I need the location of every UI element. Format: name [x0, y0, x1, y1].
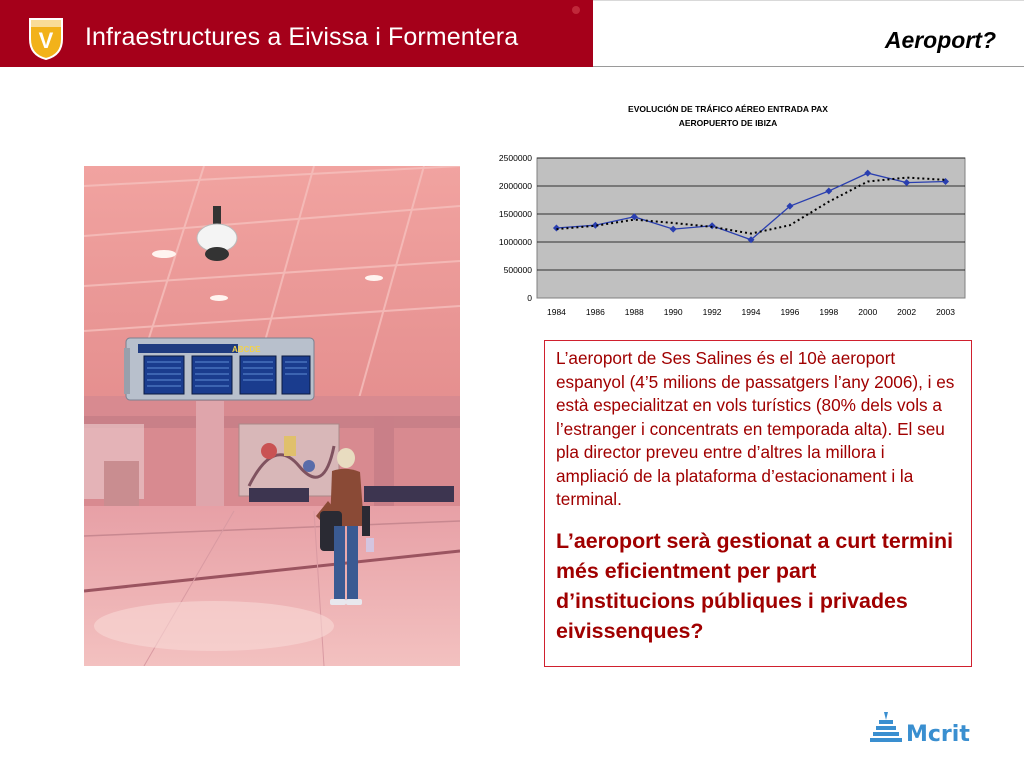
airport-description-box — [544, 340, 972, 667]
header-title: Infraestructures a Eivissa i Formentera — [85, 23, 519, 51]
chart-plot-area — [537, 158, 965, 298]
question-paragraph: L’aeroport serà gestionat a curt termini més eficientment per part d’institucions públiques i privades eivissenques? — [556, 528, 954, 643]
chart-x-tick-label: 2002 — [897, 307, 917, 317]
chart-y-tick-label: 0 — [527, 293, 532, 303]
chart-y-tick-label: 2500000 — [498, 153, 532, 163]
chart-y-tick-label: 2000000 — [498, 181, 532, 191]
header-dot — [572, 6, 580, 14]
chart-y-tick-label: 1500000 — [498, 209, 532, 219]
chart-x-tick-label: 1996 — [780, 307, 800, 317]
airport-terminal-photo — [84, 166, 460, 666]
chart-x-tick-label: 1984 — [546, 307, 566, 317]
header-band — [0, 0, 593, 67]
air-traffic-chart — [480, 98, 980, 328]
header-rule — [593, 66, 1024, 67]
chart-x-tick-label: 1988 — [624, 307, 644, 317]
logo-letter: V — [38, 28, 54, 53]
chart-x-tick-label: 1990 — [663, 307, 683, 317]
slide-title: Aeroport? — [884, 27, 996, 53]
institution-logo — [26, 15, 66, 61]
chart-y-tick-label: 1000000 — [498, 237, 532, 247]
chart-x-tick-label: 1994 — [741, 307, 761, 317]
header-rule-top — [593, 0, 1024, 1]
chart-y-tick-label: 500000 — [503, 265, 532, 275]
board-sign-label: ABCDE — [232, 345, 261, 354]
chart-x-tick-label: 1986 — [585, 307, 605, 317]
mcrit-logo-icon — [870, 712, 902, 742]
description-paragraph: L’aeroport de Ses Salines és el 10è aeroport espanyol (4’5 milions de passatgers l’any 2006), i es està especialitzat en vols turístics (80% dels vols a l’estranger i concentrats en temporada alta). El seu pla director preveu entre d’altres la millora i ampliació de la plataforma d’estacionament i la terminal. — [556, 348, 955, 509]
mcrit-logo-text: Mcrit — [906, 722, 970, 746]
chart-x-tick-label: 2000 — [858, 307, 878, 317]
chart-x-tick-label: 1998 — [819, 307, 839, 317]
mcrit-logo — [870, 710, 970, 746]
chart-x-tick-label: 1992 — [702, 307, 722, 317]
chart-x-tick-label: 2003 — [936, 307, 956, 317]
chart-subtitle: AEROPUERTO DE IBIZA — [678, 118, 778, 128]
chart-title: EVOLUCIÓN DE TRÁFICO AÉREO ENTRADA PAX — [628, 104, 828, 114]
